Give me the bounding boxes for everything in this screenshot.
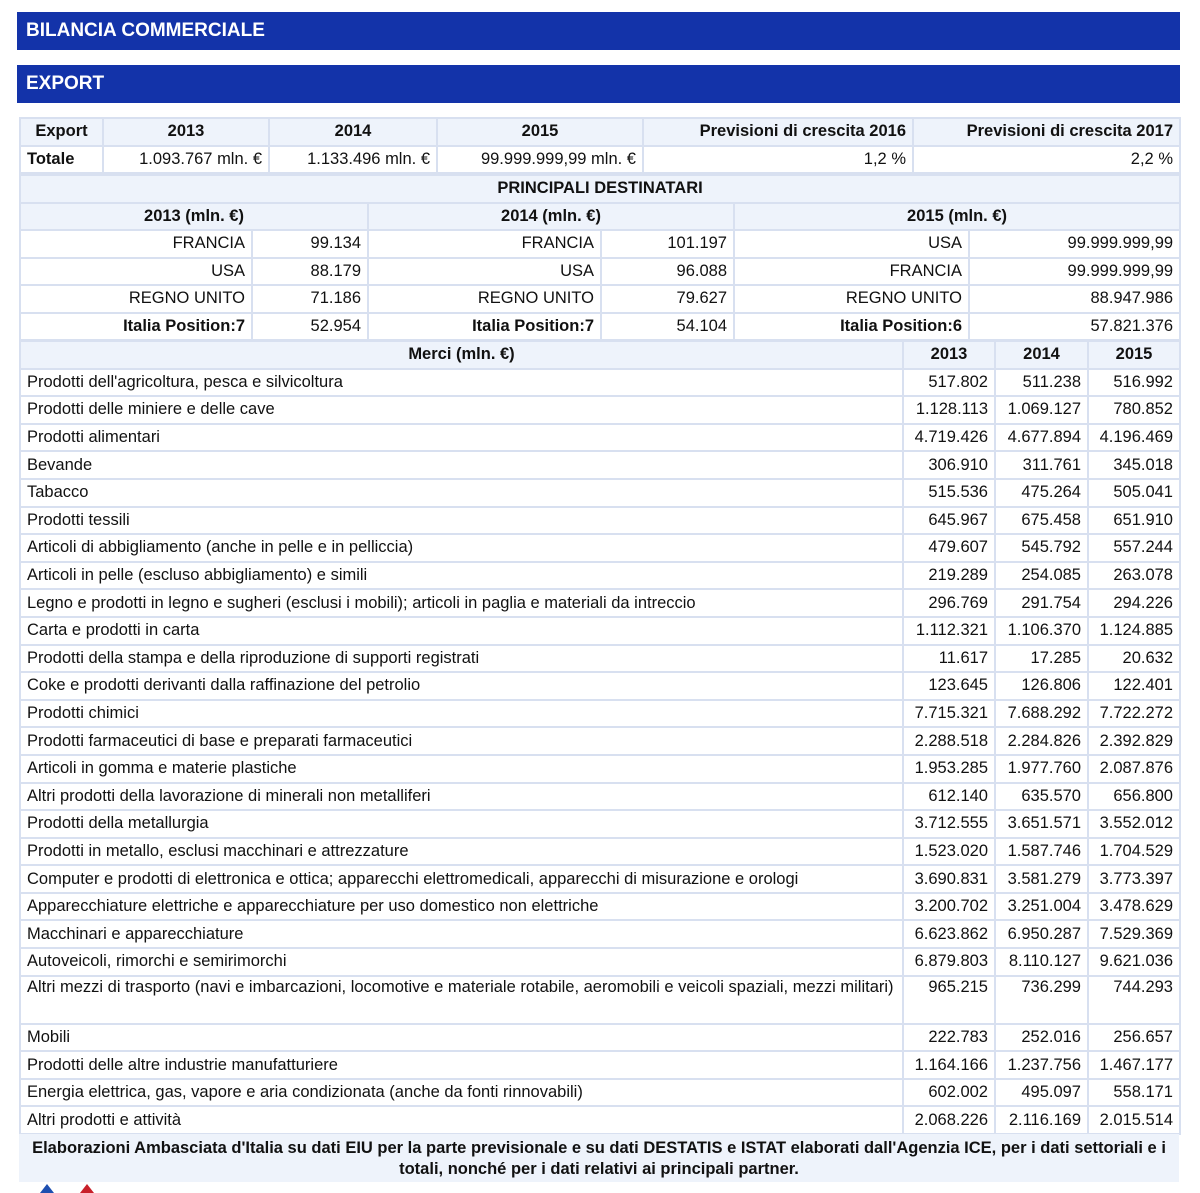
- goods-value: 651.910: [1088, 507, 1180, 535]
- destination-country: Italia Position:7: [20, 313, 252, 341]
- goods-header-cell: 2014: [995, 341, 1088, 369]
- goods-value: 965.215: [903, 976, 995, 1024]
- goods-row: [20, 1106, 1180, 1134]
- section-header-bilancia: [17, 12, 1180, 50]
- goods-value: 2.284.826: [995, 727, 1088, 755]
- goods-value: 1.106.370: [995, 617, 1088, 645]
- export-summary-table: [19, 117, 1181, 174]
- goods-value: 3.690.831: [903, 865, 995, 893]
- goods-value: 3.552.012: [1088, 810, 1180, 838]
- destination-country: USA: [20, 258, 252, 286]
- goods-name: Altri mezzi di trasporto (navi e imbarcazioni, locomotive e materiale rotabile, aeromobili e veicoli spaziali, mezzi militari): [20, 976, 903, 1024]
- goods-value: 602.002: [903, 1079, 995, 1107]
- goods-value: 1.467.177: [1088, 1051, 1180, 1079]
- goods-value: 475.264: [995, 479, 1088, 507]
- logo-fragment: [40, 1184, 100, 1193]
- summary-header-cell: Previsioni di crescita 2017: [913, 118, 1180, 146]
- summary-cell: 1.133.496 mln. €: [269, 146, 437, 174]
- goods-value: 3.581.279: [995, 865, 1088, 893]
- summary-header-cell: 2015: [437, 118, 643, 146]
- goods-value: 20.632: [1088, 645, 1180, 673]
- goods-value: 1.977.760: [995, 755, 1088, 783]
- destination-row: [20, 285, 1180, 313]
- goods-row: [20, 976, 1180, 1024]
- destination-value: 99.134: [252, 230, 368, 258]
- goods-row: [20, 948, 1180, 976]
- destination-value: 79.627: [601, 285, 734, 313]
- summary-header-cell: Previsioni di crescita 2016: [643, 118, 913, 146]
- goods-row: [20, 1051, 1180, 1079]
- destinations-table: [19, 174, 1181, 341]
- goods-value: 3.712.555: [903, 810, 995, 838]
- destination-country: USA: [734, 230, 969, 258]
- destinations-year-header: 2015 (mln. €): [734, 203, 1180, 231]
- summary-header-row: [20, 118, 1180, 146]
- destination-value: 99.999.999,99: [969, 258, 1180, 286]
- goods-name: Energia elettrica, gas, vapore e aria condizionata (anche da fonti rinnovabili): [20, 1079, 903, 1107]
- goods-row: [20, 451, 1180, 479]
- summary-cell: 1.093.767 mln. €: [103, 146, 269, 174]
- destination-value: 99.999.999,99: [969, 230, 1180, 258]
- destination-value: 101.197: [601, 230, 734, 258]
- goods-value: 675.458: [995, 507, 1088, 535]
- goods-value: 311.761: [995, 451, 1088, 479]
- destination-country: Italia Position:6: [734, 313, 969, 341]
- goods-value: 1.237.756: [995, 1051, 1088, 1079]
- goods-name: Articoli in gomma e materie plastiche: [20, 755, 903, 783]
- goods-value: 9.621.036: [1088, 948, 1180, 976]
- goods-row: [20, 865, 1180, 893]
- destination-value: 88.947.986: [969, 285, 1180, 313]
- goods-value: 7.529.369: [1088, 920, 1180, 948]
- goods-value: 7.722.272: [1088, 700, 1180, 728]
- goods-row: [20, 727, 1180, 755]
- goods-value: 495.097: [995, 1079, 1088, 1107]
- goods-name: Carta e prodotti in carta: [20, 617, 903, 645]
- goods-row: [20, 755, 1180, 783]
- goods-value: 505.041: [1088, 479, 1180, 507]
- summary-header-cell: 2013: [103, 118, 269, 146]
- destination-country: FRANCIA: [734, 258, 969, 286]
- goods-row: [20, 810, 1180, 838]
- goods-value: 1.112.321: [903, 617, 995, 645]
- destination-value: 96.088: [601, 258, 734, 286]
- goods-value: 11.617: [903, 645, 995, 673]
- goods-value: 294.226: [1088, 589, 1180, 617]
- summary-cell: 2,2 %: [913, 146, 1180, 174]
- goods-value: 517.802: [903, 369, 995, 397]
- goods-value: 291.754: [995, 589, 1088, 617]
- goods-name: Mobili: [20, 1024, 903, 1052]
- goods-row: [20, 672, 1180, 700]
- destination-value: 54.104: [601, 313, 734, 341]
- goods-name: Altri prodotti della lavorazione di minerali non metalliferi: [20, 783, 903, 811]
- goods-value: 1.164.166: [903, 1051, 995, 1079]
- goods-value: 516.992: [1088, 369, 1180, 397]
- goods-row: [20, 589, 1180, 617]
- goods-row: [20, 424, 1180, 452]
- goods-row: [20, 617, 1180, 645]
- goods-name: Prodotti chimici: [20, 700, 903, 728]
- red-triangle-icon: [80, 1184, 94, 1193]
- goods-header-cell: 2013: [903, 341, 995, 369]
- goods-value: 126.806: [995, 672, 1088, 700]
- summary-total-row: [20, 146, 1180, 174]
- goods-value: 545.792: [995, 534, 1088, 562]
- goods-name: Coke e prodotti derivanti dalla raffinazione del petrolio: [20, 672, 903, 700]
- section-title: EXPORT: [26, 73, 105, 94]
- destination-value: 71.186: [252, 285, 368, 313]
- goods-value: 122.401: [1088, 672, 1180, 700]
- goods-value: 4.677.894: [995, 424, 1088, 452]
- goods-value: 1.523.020: [903, 838, 995, 866]
- goods-value: 123.645: [903, 672, 995, 700]
- goods-name: Autoveicoli, rimorchi e semirimorchi: [20, 948, 903, 976]
- goods-table: [19, 340, 1181, 1135]
- destinations-title: PRINCIPALI DESTINATARI: [20, 175, 1180, 203]
- goods-name: Prodotti alimentari: [20, 424, 903, 452]
- summary-cell: 99.999.999,99 mln. €: [437, 146, 643, 174]
- goods-name: Articoli di abbigliamento (anche in pelle e in pelliccia): [20, 534, 903, 562]
- goods-value: 2.068.226: [903, 1106, 995, 1134]
- goods-row: [20, 534, 1180, 562]
- goods-value: 515.536: [903, 479, 995, 507]
- goods-value: 263.078: [1088, 562, 1180, 590]
- summary-cell: 1,2 %: [643, 146, 913, 174]
- goods-name: Bevande: [20, 451, 903, 479]
- goods-value: 6.879.803: [903, 948, 995, 976]
- goods-name: Computer e prodotti di elettronica e ottica; apparecchi elettromedicali, apparecchi di misurazione e orologi: [20, 865, 903, 893]
- goods-value: 306.910: [903, 451, 995, 479]
- section-header-export: [17, 65, 1180, 103]
- goods-value: 3.251.004: [995, 893, 1088, 921]
- goods-value: 1.128.113: [903, 396, 995, 424]
- goods-value: 635.570: [995, 783, 1088, 811]
- goods-name: Tabacco: [20, 479, 903, 507]
- destinations-year-header: 2014 (mln. €): [368, 203, 734, 231]
- goods-value: 6.950.287: [995, 920, 1088, 948]
- destinations-year-row: [20, 203, 1180, 231]
- goods-value: 8.110.127: [995, 948, 1088, 976]
- goods-value: 2.392.829: [1088, 727, 1180, 755]
- goods-value: 4.719.426: [903, 424, 995, 452]
- goods-value: 219.289: [903, 562, 995, 590]
- goods-name: Altri prodotti e attività: [20, 1106, 903, 1134]
- goods-row: [20, 838, 1180, 866]
- destination-country: USA: [368, 258, 601, 286]
- destination-value: 52.954: [252, 313, 368, 341]
- goods-name: Prodotti della stampa e della riproduzione di supporti registrati: [20, 645, 903, 673]
- goods-name: Prodotti delle miniere e delle cave: [20, 396, 903, 424]
- goods-name: Apparecchiature elettriche e apparecchiature per uso domestico non elettriche: [20, 893, 903, 921]
- goods-name: Prodotti della metallurgia: [20, 810, 903, 838]
- goods-name: Legno e prodotti in legno e sugheri (esclusi i mobili); articoli in paglia e materiali da intreccio: [20, 589, 903, 617]
- destination-country: REGNO UNITO: [20, 285, 252, 313]
- goods-row: [20, 562, 1180, 590]
- goods-value: 2.087.876: [1088, 755, 1180, 783]
- goods-value: 1.124.885: [1088, 617, 1180, 645]
- goods-name: Prodotti delle altre industrie manufatturiere: [20, 1051, 903, 1079]
- goods-name: Prodotti in metallo, esclusi macchinari e attrezzature: [20, 838, 903, 866]
- goods-value: 557.244: [1088, 534, 1180, 562]
- destination-row: [20, 230, 1180, 258]
- goods-header-row: [20, 341, 1180, 369]
- destination-country: REGNO UNITO: [734, 285, 969, 313]
- goods-value: 511.238: [995, 369, 1088, 397]
- goods-value: 1.587.746: [995, 838, 1088, 866]
- goods-value: 645.967: [903, 507, 995, 535]
- goods-value: 479.607: [903, 534, 995, 562]
- goods-value: 17.285: [995, 645, 1088, 673]
- goods-row: [20, 645, 1180, 673]
- goods-value: 744.293: [1088, 976, 1180, 1024]
- goods-row: [20, 369, 1180, 397]
- goods-value: 7.715.321: [903, 700, 995, 728]
- goods-value: 1.704.529: [1088, 838, 1180, 866]
- goods-value: 3.773.397: [1088, 865, 1180, 893]
- goods-value: 3.651.571: [995, 810, 1088, 838]
- goods-row: [20, 700, 1180, 728]
- goods-header-cell: Merci (mln. €): [20, 341, 903, 369]
- goods-value: 2.015.514: [1088, 1106, 1180, 1134]
- goods-row: [20, 1079, 1180, 1107]
- goods-value: 345.018: [1088, 451, 1180, 479]
- summary-cell: Totale: [20, 146, 103, 174]
- goods-header-cell: 2015: [1088, 341, 1180, 369]
- goods-value: 612.140: [903, 783, 995, 811]
- goods-value: 254.085: [995, 562, 1088, 590]
- summary-header-cell: 2014: [269, 118, 437, 146]
- goods-value: 4.196.469: [1088, 424, 1180, 452]
- goods-row: [20, 507, 1180, 535]
- goods-name: Prodotti farmaceutici di base e preparati farmaceutici: [20, 727, 903, 755]
- goods-row: [20, 396, 1180, 424]
- destination-value: 57.821.376: [969, 313, 1180, 341]
- goods-value: 7.688.292: [995, 700, 1088, 728]
- goods-value: 3.200.702: [903, 893, 995, 921]
- goods-value: 1.069.127: [995, 396, 1088, 424]
- page-title: BILANCIA COMMERCIALE: [26, 20, 265, 41]
- goods-value: 222.783: [903, 1024, 995, 1052]
- destination-country: REGNO UNITO: [368, 285, 601, 313]
- goods-row: [20, 783, 1180, 811]
- footnote: Elaborazioni Ambasciata d'Italia su dati EIU per la parte previsionale e su dati DESTATIS e ISTAT elaborati dall'Agenzia ICE, per i dati settoriali e i totali, nonché per i dati relativi ai principali partner.: [19, 1134, 1179, 1182]
- destination-country: Italia Position:7: [368, 313, 601, 341]
- goods-value: 256.657: [1088, 1024, 1180, 1052]
- destinations-year-header: 2013 (mln. €): [20, 203, 368, 231]
- goods-value: 6.623.862: [903, 920, 995, 948]
- goods-value: 780.852: [1088, 396, 1180, 424]
- goods-name: Macchinari e apparecchiature: [20, 920, 903, 948]
- goods-value: 736.299: [995, 976, 1088, 1024]
- destination-country: FRANCIA: [20, 230, 252, 258]
- goods-value: 2.288.518: [903, 727, 995, 755]
- goods-value: 2.116.169: [995, 1106, 1088, 1134]
- goods-name: Prodotti tessili: [20, 507, 903, 535]
- destination-row: [20, 313, 1180, 341]
- goods-row: [20, 893, 1180, 921]
- summary-header-cell: Export: [20, 118, 103, 146]
- goods-value: 656.800: [1088, 783, 1180, 811]
- goods-value: 296.769: [903, 589, 995, 617]
- goods-value: 558.171: [1088, 1079, 1180, 1107]
- goods-value: 3.478.629: [1088, 893, 1180, 921]
- goods-name: Prodotti dell'agricoltura, pesca e silvicoltura: [20, 369, 903, 397]
- goods-row: [20, 920, 1180, 948]
- goods-row: [20, 1024, 1180, 1052]
- destination-value: 88.179: [252, 258, 368, 286]
- blue-triangle-icon: [40, 1184, 54, 1193]
- destination-country: FRANCIA: [368, 230, 601, 258]
- destinations-title-row: [20, 175, 1180, 203]
- goods-value: 1.953.285: [903, 755, 995, 783]
- destination-row: [20, 258, 1180, 286]
- goods-value: 252.016: [995, 1024, 1088, 1052]
- goods-row: [20, 479, 1180, 507]
- goods-name: Articoli in pelle (escluso abbigliamento) e simili: [20, 562, 903, 590]
